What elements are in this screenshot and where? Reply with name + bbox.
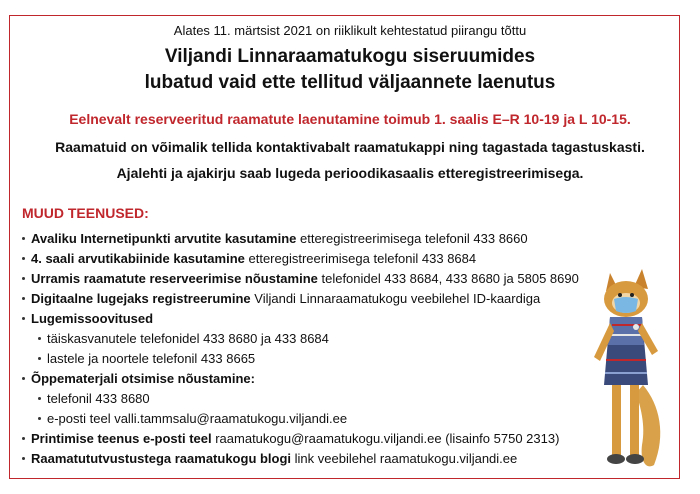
title-line-2: lubatud vaid ette tellitud väljaannete laenutus (144, 72, 556, 93)
bullet-icon (22, 237, 25, 240)
service-item: Urramis raamatute reserveerimise nõustamine telefonidel 433 8684, 433 8680 ja 5805 8690 (22, 271, 579, 286)
bullet-icon (22, 277, 25, 280)
bullet-icon (22, 257, 25, 260)
service-item: 4. saali arvutikabiinide kasutamine etteregistreerimisega telefonil 433 8684 (22, 251, 476, 266)
bullet-icon (22, 437, 25, 440)
bullet-icon (22, 297, 25, 300)
bullet-icon (38, 397, 41, 400)
service-item: Digitaalne lugejaks registreerumine Viljandi Linnaraamatukogu veebilehel ID-kaardiga (22, 291, 540, 306)
bullet-icon (22, 457, 25, 460)
service-item: Printimise teenus e-posti teel raamatukogu@raamatukogu.viljandi.ee (lisainfo 5750 2313) (22, 431, 559, 446)
locker-notice: Raamatuid on võimalik tellida kontaktivabalt raamatukappi ning tagastada tagastuskasti. (55, 139, 645, 155)
service-subitem: täiskasvanutele telefonidel 433 8680 ja 433 8684 (38, 331, 329, 346)
bullet-icon (38, 337, 41, 340)
service-subitem: lastele ja noortele telefonil 433 8665 (38, 351, 255, 366)
service-item: Õppematerjali otsimise nõustamine: (22, 371, 255, 386)
bullet-icon (38, 357, 41, 360)
service-item: Raamatututvustustega raamatukogu blogi link veebilehel raamatukogu.viljandi.ee (22, 451, 517, 466)
intro-text: Alates 11. märtsist 2021 on riiklikult kehtestatud piirangu tõttu (173, 23, 527, 38)
service-item: Avaliku Internetipunkti arvutite kasutamine etteregistreerimisega telefonil 433 8660 (22, 231, 528, 246)
service-item: Lugemissoovitused (22, 311, 153, 326)
title-line-1: Viljandi Linnaraamatukogu siseruumides (164, 46, 536, 67)
bullet-icon (38, 417, 41, 420)
bullet-icon (22, 377, 25, 380)
fox-doll-mascot-image (588, 265, 668, 475)
service-subitem: telefonil 433 8680 (38, 391, 150, 406)
services-heading: MUUD TEENUSED: (22, 205, 149, 221)
lending-hours-notice: Eelnevalt reserveeritud raamatute laenutamine toimub 1. saalis E–R 10-19 ja L 10-15. (69, 111, 631, 127)
service-subitem: e-posti teel valli.tammsalu@raamatukogu.viljandi.ee (38, 411, 347, 426)
bullet-icon (22, 317, 25, 320)
periodicals-notice: Ajalehti ja ajakirju saab lugeda perioodikasaalis etteregistreerimisega. (116, 165, 584, 181)
